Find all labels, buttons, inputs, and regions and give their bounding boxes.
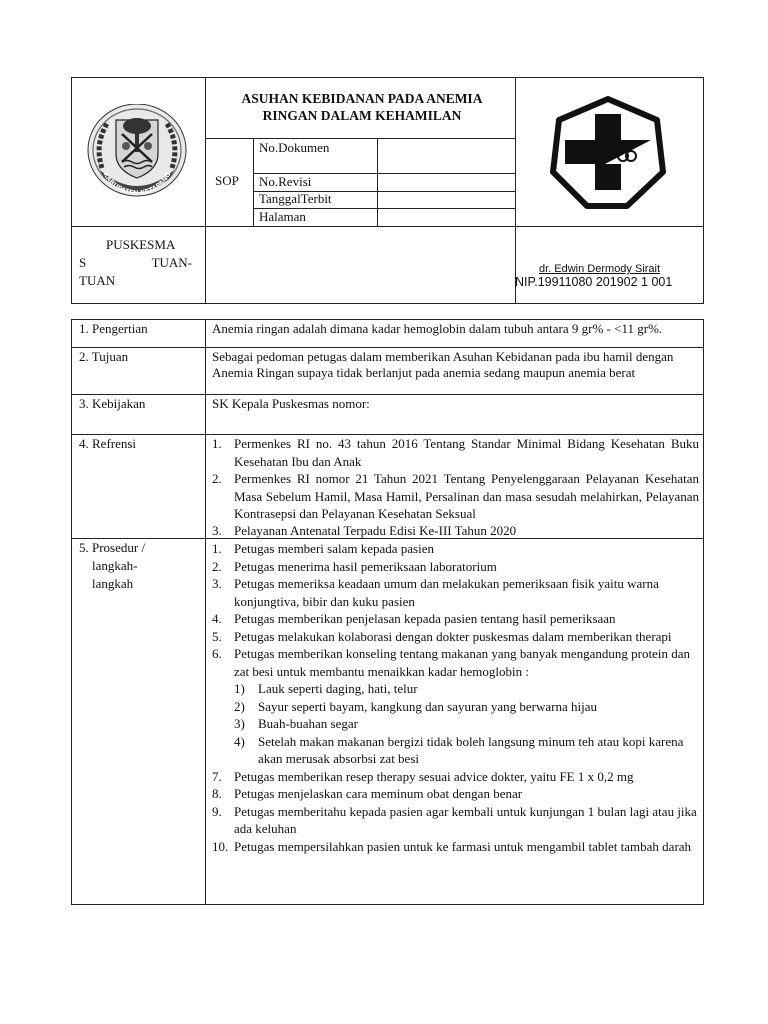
field-no-dokumen: No.Dokumen: [259, 140, 330, 155]
list-refrensi: [212, 435, 699, 539]
label-pengertian: 1. Pengertian: [79, 321, 148, 336]
sub-list-item: 1) Lauk seperti daging, hati, telur: [234, 681, 418, 696]
puskesmas-name: PUSKESMA S TUAN- TUAN: [79, 237, 192, 288]
list-item: 8. Petugas menjelaskan cara meminum obat dengan benar: [212, 786, 523, 801]
title-line-1: ASUHAN KEBIDANAN PADA ANEMIA: [241, 91, 483, 106]
list-item: 6. Petugas memberikan konseling tentang makanan yang banyak mengandung protein dan zat besi untuk membantu menaikkan kadar hemoglobin :: [212, 646, 690, 679]
sub-list-item: 3) Buah-buahan segar: [234, 716, 358, 731]
list-item: 10. Petugas mempersilahkan pasien untuk ke farmasi untuk mengambil tablet tambah darah: [212, 838, 692, 854]
list-item: 9. Petugas memberitahu kepada pasien agar kembali untuk kunjungan 1 bulan lagi atau jika ada keluhan: [212, 803, 697, 836]
text-kebijakan: SK Kepala Puskesmas nomor:: [212, 396, 370, 411]
puskesmas-logo: [549, 96, 667, 215]
list-item: 2. Permenkes RI nomor 21 Tahun 2021 Tentang Penyelenggaraan Pelayanan Kesehatan Masa Sebelum Hamil, Masa Hamil, Persalinan dan masa sesudah melahirkan, Pelayanan Kontrasepsi dan Pelayanan Kesehatan Seksual: [212, 471, 699, 521]
list-item: 1. Petugas memberi salam kepada pasien: [212, 541, 434, 556]
list-item: 3. Petugas memeriksa keadaan umum dan melakukan pemeriksaan fisik yaitu warna konjungtiva, bibir dan kuku pasien: [212, 576, 659, 609]
text-pengertian: Anemia ringan adalah dimana kadar hemoglobin dalam tubuh antara 9 gr% - <11 gr%.: [212, 321, 663, 336]
signer-nip: NIP.19911080 201902 1 001: [515, 275, 673, 289]
svg-text:KABUPATEN KETAPANG: KABUPATEN KETAPANG: [101, 170, 173, 198]
text-tujuan: Sebagai pedoman petugas dalam memberikan Asuhan Kebidanan pada ibu hamil dengan Anemia Ringan supaya tidak berlanjut pada anemia sedang maupun anemia berat: [212, 349, 674, 380]
field-halaman: Halaman: [259, 209, 306, 224]
sop-label: SOP: [215, 173, 239, 188]
label-tujuan: 2. Tujuan: [79, 349, 129, 364]
ketapang-emblem-logo: [86, 104, 188, 205]
label-refrensi: 4. Refrensi: [79, 436, 137, 451]
sop-content-table: [71, 319, 704, 905]
label-prosedur: 5. Prosedur / langkah- langkah: [79, 540, 146, 591]
list-item: 4. Petugas memberikan penjelasan kepada pasien tentang hasil pemeriksaan: [212, 611, 616, 626]
label-kebijakan: 3. Kebijakan: [79, 396, 146, 411]
list-item: 1. Permenkes RI no. 43 tahun 2016 Tentang Standar Minimal Bidang Kesehatan Buku Kesehatan Ibu dan Anak: [212, 436, 699, 469]
document-title: [207, 90, 517, 124]
title-line-2: RINGAN DALAM KEHAMILAN: [262, 108, 462, 123]
list-item: 5. Petugas melakukan kolaborasi dengan dokter puskesmas dalam memberikan therapi: [212, 628, 672, 644]
sub-list-item: 2) Sayur seperti bayam, kangkung dan sayuran yang berwarna hijau: [234, 698, 597, 714]
field-tanggal-terbit: TanggalTerbit: [259, 191, 332, 206]
field-no-revisi: No.Revisi: [259, 174, 312, 189]
sub-list-item: 4) Setelah makan makanan bergizi tidak boleh langsung minum teh atau kopi karena akan merusak absorbsi zat besi: [234, 733, 684, 766]
list-item: 7. Petugas memberikan resep therapy sesuai advice dokter, yaitu FE 1 x 0,2 mg: [212, 768, 634, 784]
signer-name: dr. Edwin Dermody Sirait: [539, 263, 661, 275]
list-item: 3. Pelayanan Antenatal Terpadu Edisi Ke-III Tahun 2020: [212, 522, 517, 538]
list-prosedur: [212, 540, 697, 855]
list-item: 2. Petugas menerima hasil pemeriksaan laboratorium: [212, 558, 497, 574]
sop-header: [71, 77, 704, 304]
